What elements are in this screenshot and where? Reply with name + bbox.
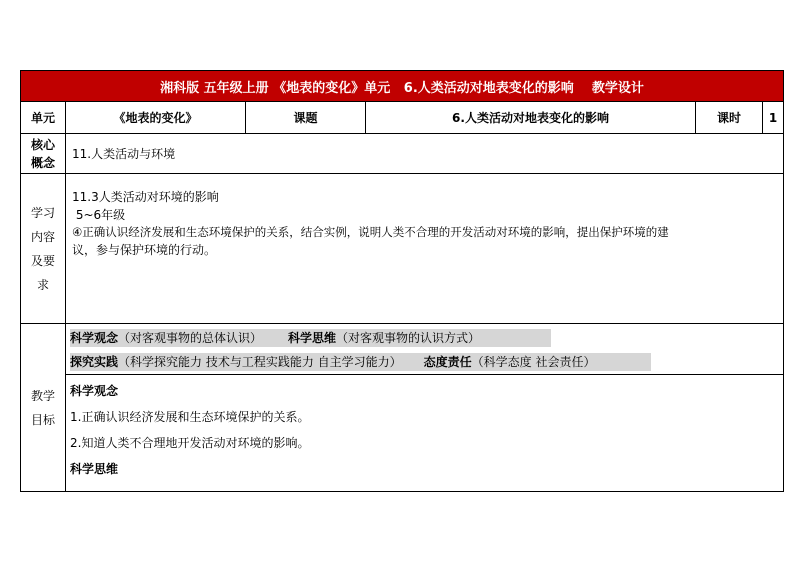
goals-section-2-title: 科学思维 [70,462,119,476]
table-banner-title: 湘科版 五年级上册 《地表的变化》单元 6.人类活动对地表变化的影响 教学设计 [20,70,784,102]
topic-value: 6.人类活动对地表变化的影响 [365,102,695,134]
goals-section-1-title: 科学观念 [70,384,119,398]
goals-label [20,324,65,492]
table-grid [20,102,784,492]
goal-tag-2-desc: （对客观事物的认识方式） [336,331,481,345]
goals-tags-row-2 [70,353,651,371]
goals-item-1: 1.正确认识经济发展和生态环境保护的关系。 [70,410,310,424]
core-concept-text: 11.人类活动与环境 [65,134,784,174]
period-value: 1 [762,102,784,134]
req-line-2: 5~6年级 [72,208,126,222]
requirements-text [65,174,784,324]
req-label-line-2: 内容 [30,229,55,244]
goal-tag-4-title: 态度责任 [423,355,472,369]
goals-label-line-2: 目标 [30,412,55,427]
goal-tag-1 [70,329,551,347]
goals-item-2: 2.知道人类不合理地开发活动对环境的影响。 [70,436,310,450]
goals-tags-row-1 [70,329,551,347]
goal-tag-1-desc: （对客观事物的总体认识） [118,331,263,345]
core-label-line-2: 概念 [30,155,55,170]
topic-label: 课题 [245,102,365,134]
period-label: 课时 [695,102,762,134]
goals-body [70,378,309,482]
goal-tag-4-desc: （科学态度 社会责任） [471,355,596,369]
goals-divider [66,374,783,375]
goal-tag-1-title: 科学观念 [70,331,119,345]
unit-value: 《地表的变化》 [65,102,245,134]
goal-tag-2-title: 科学思维 [288,331,337,345]
goal-tag-3-desc: （科学探究能力 技术与工程实践能力 自主学习能力） [118,355,402,369]
goals-label-line-1: 教学 [30,388,55,403]
core-concept-label [20,134,65,174]
req-label-line-4: 求 [36,277,49,292]
req-label-line-3: 及要 [30,253,55,268]
unit-label: 单元 [20,102,65,134]
goals-content [65,324,784,492]
requirements-label [20,174,65,324]
core-label-line-1: 核心 [30,137,55,152]
req-label-line-1: 学习 [30,205,55,220]
req-line-4: 议，参与保护环境的行动。 [72,243,217,258]
lesson-plan-table [20,70,784,492]
goal-tag-3 [70,353,651,371]
req-line-3: ④正确认识经济发展和生态环境保护的关系，结合实例，说明人类不合理的开发活动对环境的影响，提出保护环境的建 [72,225,669,239]
req-line-1: 11.3人类活动对环境的影响 [72,190,219,204]
goal-tag-3-title: 探究实践 [70,355,119,369]
